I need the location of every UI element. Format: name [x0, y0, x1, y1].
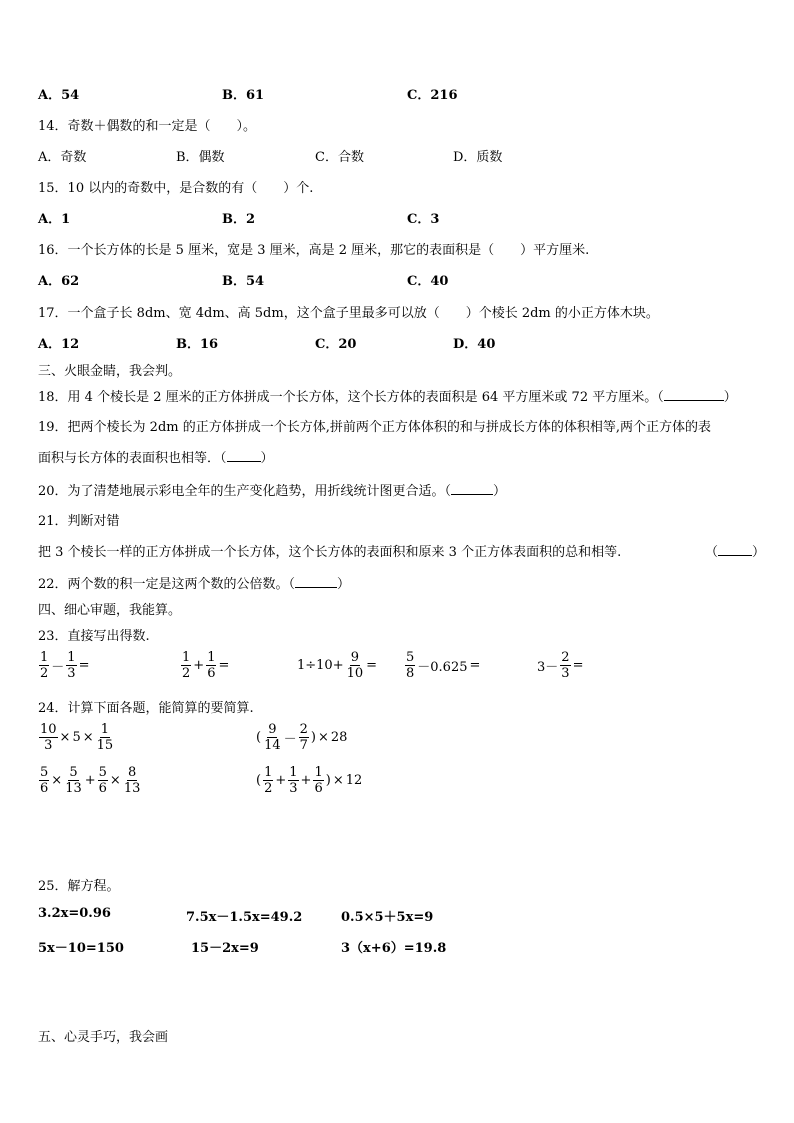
- q25-eq-3: 0.5×5＋5x=9: [341, 910, 434, 925]
- q14-option-c[interactable]: C．合数: [315, 150, 364, 165]
- q25-eq-5: 15－2x=9: [191, 941, 259, 956]
- section-5-heading: 五、心灵手巧，我会画: [38, 1030, 169, 1045]
- q15-option-b[interactable]: B．2: [222, 212, 256, 227]
- q25-eq-2: 7.5x－1.5x=49.2: [186, 910, 303, 925]
- q14-option-d[interactable]: D．质数: [453, 150, 503, 165]
- q19-answer-blank[interactable]: [227, 450, 261, 462]
- q19-line2: [38, 447, 274, 466]
- q25-eq-6: 3（x+6）=19.8: [341, 941, 447, 956]
- q21-title: 21．判断对错: [38, 514, 120, 529]
- fraction: $\frac{1}{3}$: [67, 650, 76, 681]
- q24-expr-1: $\frac{10}{3}$ × 5 × $\frac{1}{15}$: [40, 722, 114, 753]
- fraction: $\frac{1}{6}$: [314, 765, 323, 796]
- q16-option-a[interactable]: A．62: [38, 274, 80, 289]
- fraction: $\frac{1}{3}$: [289, 765, 298, 796]
- q13-option-c[interactable]: C．216: [407, 88, 458, 103]
- q17-option-a[interactable]: A．12: [38, 337, 80, 352]
- q24-title: 24．计算下面各题，能简算的要简算.: [38, 701, 254, 716]
- q19-close-paren: ）: [260, 451, 274, 466]
- q15-text: 15．10 以内的奇数中，是合数的有（ ）个.: [38, 181, 314, 196]
- q16-option-b[interactable]: B．54: [222, 274, 265, 289]
- q16-text: 16．一个长方体的长是 5 厘米，宽是 3 厘米，高是 2 厘米，那它的表面积是（ ）平方厘米.: [38, 243, 590, 258]
- q21-answer: [705, 541, 765, 560]
- q15-option-c[interactable]: C．3: [407, 212, 440, 227]
- q25-eq-1: 3.2x=0.96: [38, 906, 111, 921]
- q23-expr-4: $\frac{5}{8}$ －0.625 =: [406, 650, 481, 681]
- q20-statement: 20．为了清楚地展示彩电全年的生产变化趋势，用折线统计图更合适。（: [38, 484, 452, 499]
- q13-option-a[interactable]: A．54: [38, 88, 80, 103]
- section-3-heading: 三、火眼金睛，我会判。: [38, 364, 182, 379]
- q15-option-a[interactable]: A．1: [38, 212, 71, 227]
- q21-open-paren: （: [705, 545, 719, 560]
- fraction: $\frac{10}{3}$: [40, 722, 57, 753]
- fraction: $\frac{1}{6}$: [207, 650, 216, 681]
- q23-title: 23．直接写出得数.: [38, 629, 150, 644]
- fraction: $\frac{2}{7}$: [299, 722, 308, 753]
- q19-line1: 19．把两个棱长为 2dm 的正方体拼成一个长方体,拼前两个正方体体积的和与拼成长方体的体积相等,两个正方体的表: [38, 420, 711, 435]
- q14-option-b[interactable]: B．偶数: [176, 150, 225, 165]
- q17-option-b[interactable]: B．16: [176, 337, 219, 352]
- fraction: $\frac{8}{13}$: [123, 765, 141, 796]
- fraction: $\frac{1}{2}$: [40, 650, 49, 681]
- q17-option-d[interactable]: D．40: [453, 337, 496, 352]
- q25-eq-4: 5x－10=150: [38, 941, 124, 956]
- section-4-heading: 四、细心审题，我能算。: [38, 603, 182, 618]
- q13-option-b[interactable]: B．61: [222, 88, 265, 103]
- q21-text: 把 3 个棱长一样的正方体拼成一个长方体，这个长方体的表面积和原来 3 个正方体表面积的总和相等.: [38, 545, 622, 560]
- q24-expr-4: ( $\frac{1}{2}$ + $\frac{1}{3}$ + $\frac{1}{6}$ ) × 12: [256, 765, 363, 796]
- q22-close-paren: ）: [337, 577, 351, 592]
- q16-option-c[interactable]: C．40: [407, 274, 449, 289]
- q22-answer-blank[interactable]: [295, 576, 337, 588]
- q20-text: [38, 480, 506, 499]
- fraction: $\frac{1}{2}$: [182, 650, 191, 681]
- q17-option-c[interactable]: C．20: [315, 337, 357, 352]
- q23-expr-1: $\frac{1}{2}$ － $\frac{1}{3}$ =: [40, 650, 90, 681]
- q18-statement: 18．用 4 个棱长是 2 厘米的正方体拼成一个长方体，这个长方体的表面积是 64 平方厘米或 72 平方厘米。（: [38, 390, 664, 405]
- q22-text: [38, 573, 350, 592]
- q22-statement: 22．两个数的积一定是这两个数的公倍数。（: [38, 577, 296, 592]
- fraction: $\frac{9}{14}$: [264, 722, 281, 753]
- q25-title: 25．解方程。: [38, 879, 120, 894]
- fraction: $\frac{5}{8}$: [406, 650, 415, 681]
- fraction: $\frac{5}{6}$: [98, 765, 107, 796]
- q20-answer-blank[interactable]: [451, 483, 493, 495]
- fraction: $\frac{2}{3}$: [561, 650, 570, 681]
- q14-text: 14．奇数＋偶数的和一定是（ ）。: [38, 119, 257, 134]
- q19-statement: 面积与长方体的表面积也相等．（: [38, 451, 227, 466]
- q24-expr-3: $\frac{5}{6}$ × $\frac{5}{13}$ + $\frac{5}{6}$ × $\frac{8}{13}$: [40, 765, 141, 796]
- q20-close-paren: ）: [493, 484, 507, 499]
- q21-answer-blank[interactable]: [718, 544, 752, 556]
- fraction: $\frac{1}{2}$: [264, 765, 273, 796]
- q23-expr-2: $\frac{1}{2}$ + $\frac{1}{6}$ =: [182, 650, 230, 681]
- q21-close-paren: ）: [752, 545, 766, 560]
- q17-text: 17．一个盒子长 8dm、宽 4dm、高 5dm，这个盒子里最多可以放（ ）个棱长 2dm 的小正方体木块。: [38, 306, 659, 321]
- q24-expr-2: ( $\frac{9}{14}$ － $\frac{2}{7}$ ) × 28: [256, 722, 348, 753]
- q23-expr-3: 1÷10+ $\frac{9}{10}$ =: [297, 650, 378, 681]
- fraction: $\frac{5}{6}$: [40, 765, 49, 796]
- q18-answer-blank[interactable]: [664, 389, 724, 401]
- q18-close-paren: ）: [723, 390, 737, 405]
- q23-expr-5: 3－ $\frac{2}{3}$ =: [537, 650, 584, 681]
- q18-text: [38, 386, 737, 405]
- fraction: $\frac{5}{13}$: [65, 765, 82, 796]
- fraction: $\frac{1}{15}$: [96, 722, 114, 753]
- q14-option-a[interactable]: A．奇数: [38, 150, 87, 165]
- fraction: $\frac{9}{10}$: [346, 650, 364, 681]
